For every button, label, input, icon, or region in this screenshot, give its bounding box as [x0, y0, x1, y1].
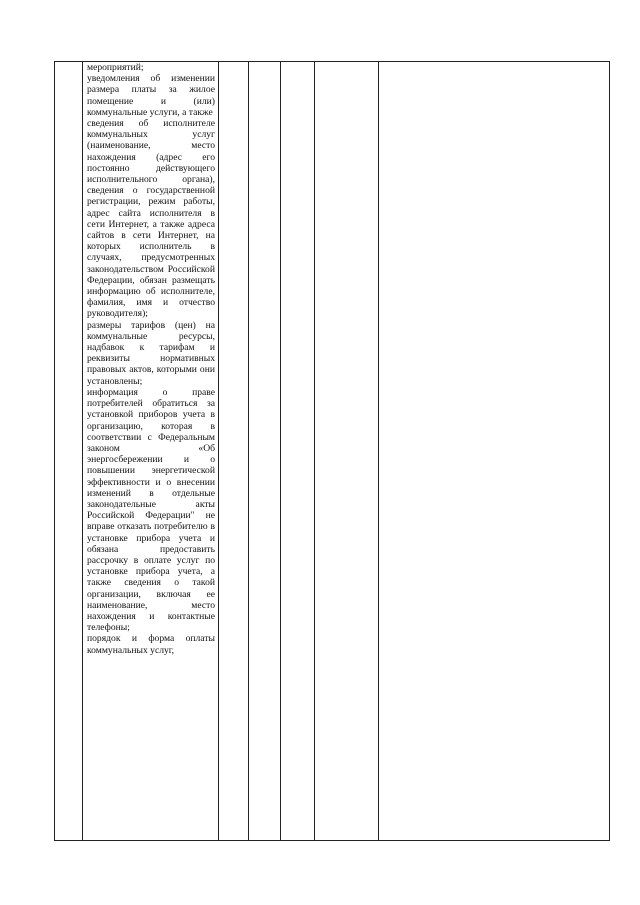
- paragraph: сведения об исполнителе коммунальных услуг (наименование, место нахождения (адрес его постоянно действующего исполнительного органа), сведения о государственной регистрации, режим работы, адрес сайта исполнителя в сети Интернет, а также адреса сайтов в сети Интернет, на которых исполнитель в случаях, предусмотренных законодательством Российской Федерации, обязан размещать информацию об исполнителе, фамилия, имя и отчество руководителя);: [87, 118, 215, 320]
- empty-cell: [379, 62, 610, 841]
- paragraph: порядок и форма оплаты коммунальных услуг,: [87, 633, 215, 656]
- number-cell: [55, 62, 83, 841]
- empty-cell: [281, 62, 315, 841]
- empty-cell: [315, 62, 379, 841]
- paragraph: уведомления об изменении размера платы за жилое помещение и (или) коммунальные услуги, а также: [87, 73, 215, 118]
- paragraph: размеры тарифов (цен) на коммунальные ресурсы, надбавок к тарифам и реквизиты нормативных правовых актов, которыми они установлены;: [87, 319, 215, 387]
- paragraph: мероприятий;: [87, 62, 144, 73]
- requirement-text-cell: [83, 62, 219, 841]
- paragraph: информация о праве потребителей обратиться за установкой приборов учета в организацию, которая в соответствии с Федеральным законом «Об энергосбережении и о повышении энергетической эффективности и о внесении изменений в отдельные законодательные акты Российской Федерации" не вправе отказать потребителю в установке прибора учета и обязана предоставить рассрочку в оплате услуг по установке прибора учета, а также сведения о такой организации, включая ее наименование, место нахождения и контактные телефоны;: [87, 386, 215, 634]
- table-row: [55, 62, 610, 841]
- document-table: [54, 61, 610, 841]
- empty-cell: [219, 62, 249, 841]
- empty-cell: [249, 62, 281, 841]
